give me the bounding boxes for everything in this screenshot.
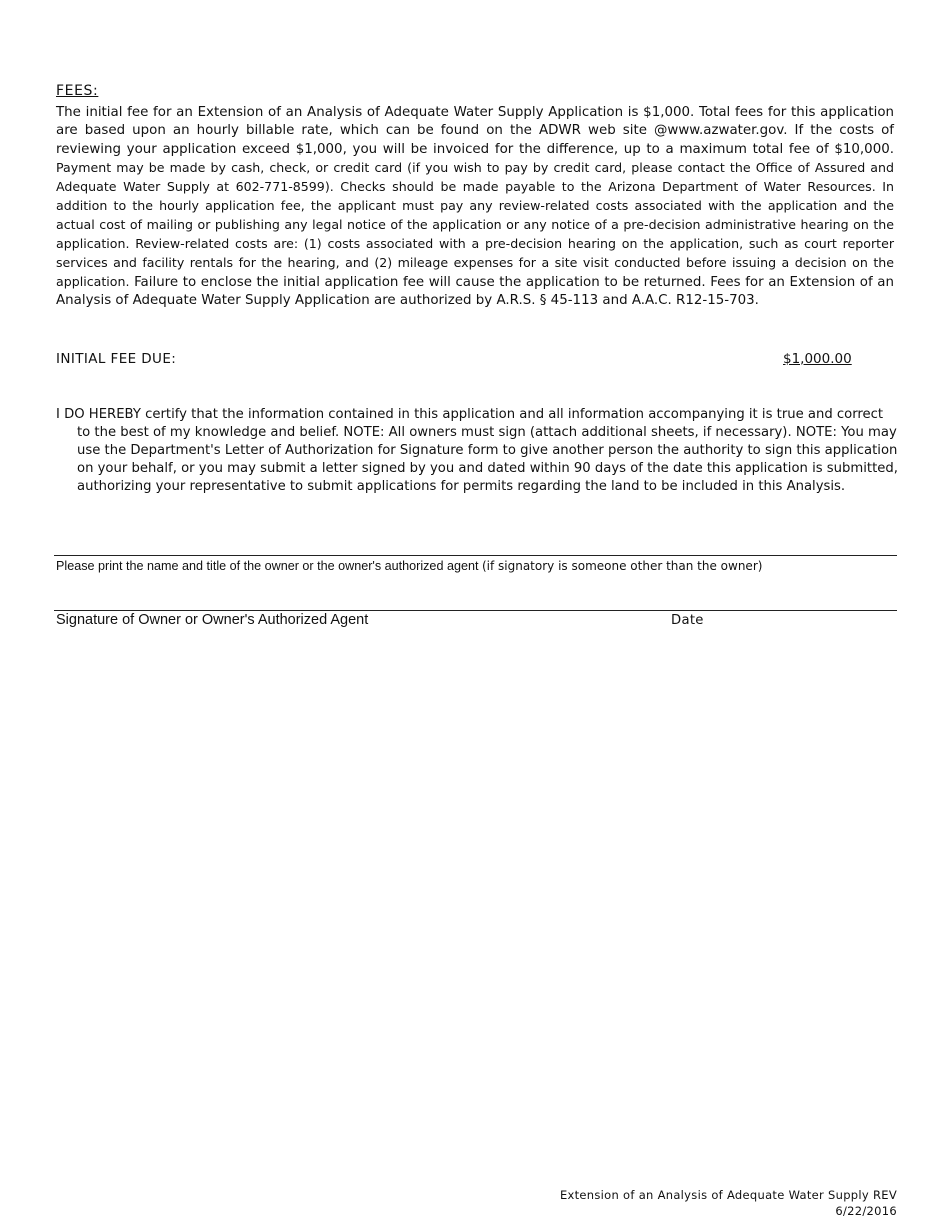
fees-text-part-3: Failure to enclose the initial application fee will cause the application to be returned. Fees for an Extension of an Analysis of Adequate Water Supply Application are authorized by A.R.S. § 45-113 and A.A.C. R12-15-703. (56, 275, 894, 308)
initial-fee-label: INITIAL FEE DUE: (56, 351, 177, 367)
certification-statement: I DO HEREBY certify that the information contained in this application and all information accompanying it is true and correct to the best of my knowledge and belief. NOTE: All owners must sign (attach additional sheets, if necessary). NOTE: You may use the Department's Letter of Authorization for Signature form to give another person the authority to sign this application on your behalf, or you may submit a letter signed by you and dated within 90 days of the date this application is submitted, authorizing your representative to submit applications for permits regarding the land to be included in this Analysis. (56, 407, 898, 494)
date-label: Date (671, 613, 704, 628)
fees-heading: FEES: (56, 83, 99, 99)
name-title-line[interactable] (54, 555, 897, 556)
initial-fee-value: $1,000.00 (783, 351, 852, 367)
signature-label: Signature of Owner or Owner's Authorized Agent (56, 612, 369, 628)
footer-revision: Extension of an Analysis of Adequate Water Supply REV 6/22/2016 (559, 1188, 897, 1218)
fees-text-part-1: The initial fee for an Extension of an Analysis of Adequate Water Supply Application is $1,000. Total fees for this application are based upon an hourly billable rate, which can be found on the ADWR web site @www.azwater.gov. If the costs of reviewing your application exceed $1,000, you will be invoiced for the difference, up to a maximum total fee of $10,000. (56, 105, 894, 157)
print-name-label (56, 558, 762, 574)
fees-text-part-2: Payment may be made by cash, check, or credit card (if you wish to pay by credit card, please contact the Office of Assured and Adequate Water Supply at 602-771-8599). Checks should be made payable to the Arizona Department of Water Resources. In addition to the hourly application fee, the applicant must pay any review-related costs associated with the application and the actual cost of mailing or publishing any legal notice of the application or any notice of a pre-decision administrative hearing on the application. Review-related costs are: (1) costs associated with a pre-decision hearing on the application, such as court reporter services and facility rentals for the hearing, and (2) mileage expenses for a site visit conducted before issuing a decision on the application. (56, 160, 894, 289)
fees-paragraph (56, 104, 894, 310)
print-name-label-note: (if signatory is someone other than the owner) (481, 559, 763, 573)
print-name-label-text: Please print the name and title of the owner or the owner's authorized agent (56, 559, 482, 573)
